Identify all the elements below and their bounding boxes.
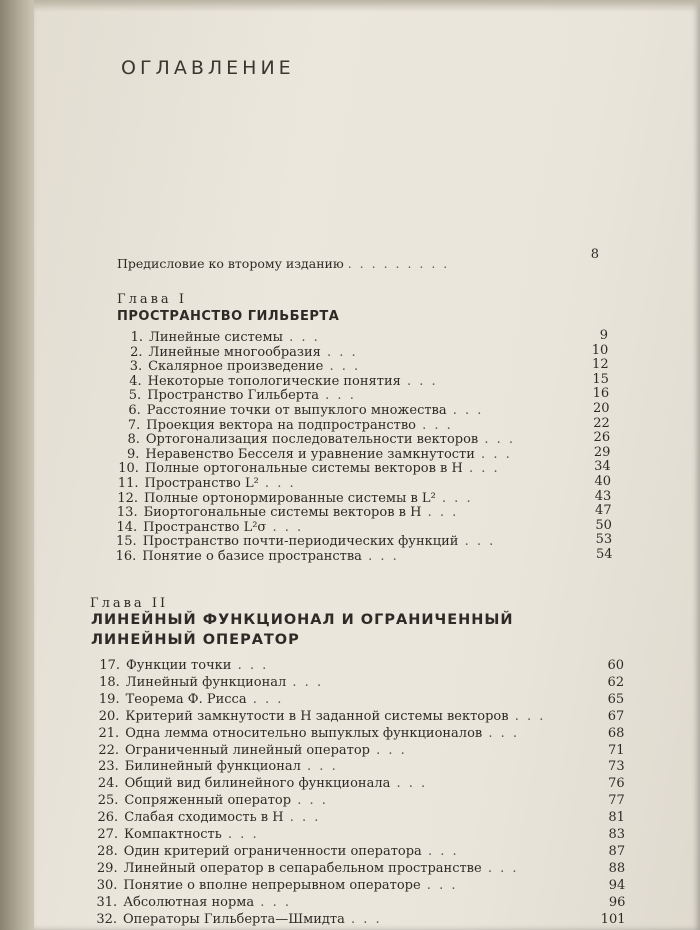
toc-entry [97,726,519,742]
leader-dots: . . . [283,810,321,826]
toc-entry-number: 3. [129,359,143,375]
toc-entry-page: 81 [608,810,625,826]
toc-entry-title: Биортогональные системы векторов в H [143,505,422,521]
toc-entry-title: Теорема Ф. Рисса [125,691,247,707]
leader-dots: . . . [254,894,291,910]
toc-entry-page: 20 [592,401,610,416]
toc-entry-number: 9. [126,446,140,462]
toc-entry-title: Линейные многообразия [148,344,321,360]
leader-dots: . . . [390,776,428,792]
toc-entry-title: Сопряженный оператор [124,793,292,809]
toc-entry-title: Скалярное произведение [148,359,324,375]
toc-entry-number: 17. [99,658,120,673]
toc-entry [95,912,382,928]
toc-entry [121,330,320,346]
leader-dots: . . . [458,534,496,550]
toc-entry-page: 101 [600,911,626,927]
preface-text: Предисловие ко второму изданию [117,256,344,271]
leader-dots: . . . [369,742,407,758]
toc-entry-number: 2. [130,344,143,360]
toc-entry [97,776,428,792]
toc-entry [97,709,545,725]
toc-entry-page: 73 [608,759,625,775]
page-top-shadow [34,0,700,12]
toc-entry [98,692,284,708]
toc-entry-number: 29. [96,860,118,876]
toc-entry [96,793,327,809]
toc-entry [118,418,453,434]
toc-entry-page: 71 [607,742,625,758]
toc-entry-title: Линейные системы [149,330,283,345]
toc-entry-number: 20. [98,708,120,724]
toc-entry-page: 26 [593,430,611,446]
toc-entry-title: Некоторые топологические понятия [147,373,401,389]
leader-dots: . . . [508,708,546,724]
toc-entry-page: 15 [592,371,609,387]
toc-entry-title: Операторы Гильберта—Шмидта [123,911,345,927]
toc-entry-title: Функции точки [126,658,232,673]
chapter2-heading: Глава II [90,596,169,611]
toc-entry [96,810,320,826]
toc-entry-number: 10. [118,461,139,477]
toc-entry [116,491,473,507]
toc-entry [121,345,358,361]
toc-entry-number: 5. [128,388,142,404]
toc-entry [95,878,457,894]
leader-dots: . . . [482,725,520,741]
toc-entry-number: 4. [129,373,142,389]
toc-entry-title: Понятие о базисе пространства [142,549,362,564]
toc-entry-page: 16 [592,386,610,402]
toc-entry-title: Проекция вектора на подпространство [146,417,417,433]
toc-entry-title: Один критерий ограниченности оператора [123,843,422,859]
toc-entry-number: 23. [98,759,119,775]
toc-entry-number: 16. [115,549,137,564]
toc-entry-number: 25. [97,793,119,809]
toc-entry-number: 11. [117,476,139,491]
toc-entry-number: 24. [97,776,119,792]
toc-entry-title: Ортогонализация последовательности векторов [145,432,479,448]
toc-entry-page: 12 [592,357,609,373]
leader-dots: . . . [421,843,459,859]
toc-entry-page: 67 [607,708,625,724]
toc-entry-page: 65 [607,691,625,707]
toc-entry-page: 29 [593,444,611,460]
toc-entry-number: 6. [128,403,141,418]
leader-dots: . . . [231,658,269,673]
toc-entry-number: 21. [98,725,120,741]
toc-entry-number: 22. [98,742,119,758]
toc-entry-number: 18. [99,674,120,690]
toc-entry-number: 13. [116,505,138,521]
chapter1-heading: Глава I [117,292,187,307]
toc-entry-page: 68 [607,725,625,741]
leader-dots: . . . [435,490,473,506]
toc-entry [117,476,296,492]
toc-entry [96,861,519,877]
toc-entry-title: Линейный функционал [125,674,287,690]
leader-dots: . . . [361,549,399,564]
toc-entry-number: 15. [116,534,137,550]
toc-entry [98,658,268,674]
toc-entry-title: Линейный оператор в сепарабельном пространстве [123,860,482,876]
toc-entry-number: 12. [117,490,139,506]
toc-entry [119,403,484,419]
toc-entry-page: 62 [607,674,625,690]
toc-entry-page: 22 [593,415,610,431]
toc-entry-number: 7. [127,417,141,433]
leader-dots: . . . [282,330,320,345]
leader-dots: . . . [446,403,484,418]
toc-entry-title: Одна лемма относительно выпуклых функционалов [125,725,483,741]
leader-dots: . . . [266,519,304,535]
toc-entry-page: 40 [594,474,611,489]
toc-entry-title: Билинейный функционал [124,759,301,775]
toc-entry [97,759,338,775]
leader-dots: . . . [416,417,453,433]
toc-entry-page: 47 [595,503,612,519]
toc-entry-title: Пространство почти-периодических функций [142,534,459,550]
leader-dots: . . . [481,860,519,876]
leader-dots: . . . [246,691,284,707]
toc-entry-title: Критерий замкнутости в H заданной системы векторов [125,708,509,724]
toc-entry-page: 94 [608,877,626,893]
toc-entry-number: 30. [96,877,118,893]
toc-entry [117,447,511,463]
toc-entry-number: 27. [97,827,118,842]
leader-dots: . . . [344,911,382,927]
toc-entry-title: Пространство L²σ [143,519,267,535]
leader-dots: . . . . . . . . . [347,256,450,271]
leader-dots: . . . [258,476,296,491]
toc-entry-page: 54 [595,547,613,562]
toc-entry-page: 96 [608,894,626,910]
leader-dots: . . . [221,827,259,842]
page-title: ОГЛАВЛЕНИЕ [121,57,295,79]
toc-entry-title: Понятие о вполне непрерывном операторе [123,877,421,893]
toc-entry-title: Расстояние точки от выпуклого множества [146,403,447,418]
toc-entry-number: 31. [96,894,118,910]
leader-dots: . . . [400,373,438,389]
toc-entry [120,374,438,390]
toc-entry-number: 32. [96,911,117,927]
chapter1-title: ПРОСТРАНСТВО ГИЛЬБЕРТА [117,309,340,324]
toc-entry [115,520,303,536]
toc-entry [96,827,259,843]
toc-entry-title: Абсолютная норма [123,894,255,910]
leader-dots: . . . [478,432,516,448]
toc-entry-title: Общий вид билинейного функционала [124,776,391,792]
toc-entry [120,359,360,375]
toc-entry-number: 19. [98,691,120,707]
toc-entry-page: 60 [607,658,624,673]
toc-entry-page: 10 [591,342,609,358]
toc-entry-page: 83 [608,827,625,842]
toc-entry-title: Полные ортонормированные системы в L² [144,490,436,506]
toc-entry-number: 26. [97,810,119,826]
toc-entry-title: Слабая сходимость в H [124,810,284,826]
leader-dots: . . . [421,505,459,521]
leader-dots: . . . [474,446,512,462]
toc-entry-title: Пространство Гильберта [147,388,320,404]
toc-entry-page: 77 [608,793,625,809]
toc-entry-title: Полные ортогональные системы векторов в H [144,461,463,477]
toc-entry [97,743,407,759]
leader-dots: . . . [462,461,500,477]
toc-entry [95,895,291,911]
toc-entry-number: 14. [116,519,138,535]
leader-dots: . . . [319,388,356,404]
toc-entry [119,388,356,404]
toc-entry-title: Компактность [124,827,222,842]
leader-dots: . . . [420,877,458,893]
toc-entry [117,461,500,477]
leader-dots: . . . [323,359,361,375]
preface-page: 8 [590,247,599,262]
toc-entry [118,432,515,448]
toc-entry-page: 88 [608,860,626,876]
toc-entry-page: 9 [599,328,608,343]
toc-entry-number: 8. [127,432,140,448]
chapter2-title-line1: ЛИНЕЙНЫЙ ФУНКЦИОНАЛ И ОГРАНИЧЕННЫЙ [91,612,514,628]
toc-entry-number: 28. [97,843,118,859]
toc-entry-title: Ограниченный линейный оператор [125,742,370,758]
chapter2-title-line2: ЛИНЕЙНЫЙ ОПЕРАТОР [91,632,300,648]
toc-entry-page: 34 [594,459,611,475]
leader-dots: . . . [286,674,324,690]
toc-entry-page: 50 [595,517,612,533]
leader-dots: . . . [320,344,358,360]
leader-dots: . . . [300,759,338,775]
toc-entry [96,844,459,860]
toc-entry-title: Пространство L² [144,476,259,491]
toc-entry-page: 76 [608,776,625,792]
toc-entry-title: Неравенство Бесселя и уравнение замкнутости [145,446,475,462]
toc-entry [115,534,496,550]
leader-dots: . . . [291,793,328,809]
toc-entry [98,675,323,691]
toc-entry-page: 43 [594,488,612,504]
toc-entry-page: 87 [608,843,626,859]
toc-entry [116,505,459,521]
toc-entry-number: 1. [130,330,143,345]
toc-entry-page: 53 [595,532,613,548]
preface-line [117,256,449,272]
toc-entry [114,549,398,565]
